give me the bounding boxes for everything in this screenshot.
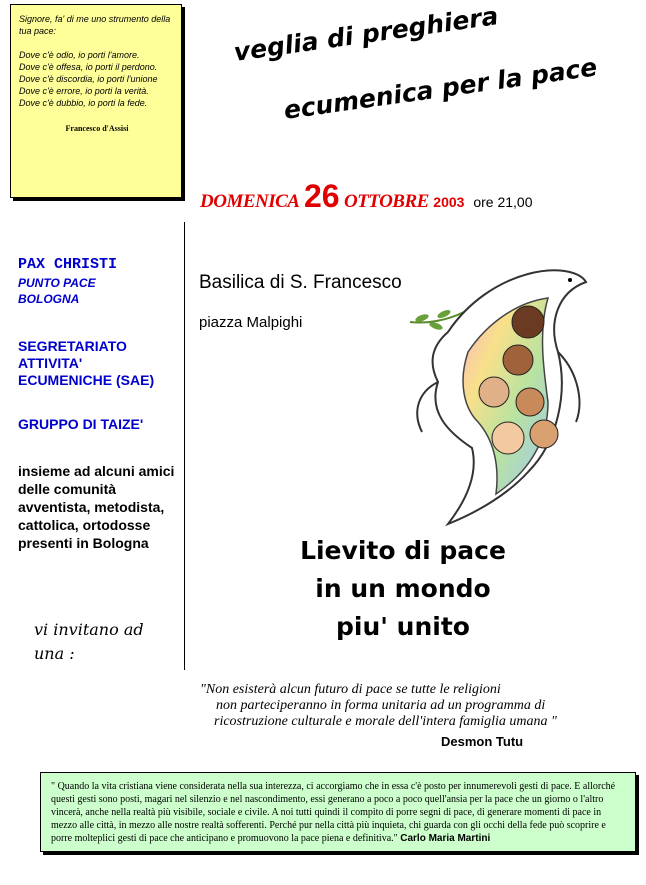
prayer-line: Dove c'è odio, io porti l'amore. (19, 50, 140, 60)
organizer-taize: GRUPPO DI TAIZE' (18, 416, 144, 432)
prayer-line: Dove c'è discordia, io porti l'unione (19, 74, 158, 84)
title-line-2: ecumenica per la pace (281, 52, 599, 125)
invite-text: vi invitano ad una : (34, 620, 144, 663)
quote-line-3: ricostruzione culturale e morale dell'intera famiglia umana " (214, 714, 557, 729)
column-divider (184, 222, 185, 670)
date-day: 26 (303, 178, 340, 214)
prayer-intro: Signore, fa' di me uno strumento della tua pace: (19, 14, 171, 36)
martini-quote-text: " Quando la vita cristiana viene considerata nella sua interezza, ci accorgiamo che in essa c'è posto per innumerevoli gesti di pace. E allorché questi gesti sono posti, magari nel silenzio e nel nascondimento, essi generano a poco a poco quell'ansia per la pace che un giorno o l'altro vincerà, anche nella realtà più visibile, sociale e civile. A noi tutti quindi il compito di porre segni di pace, di generare momenti di pace in mezzo alle città, in mezzo alle nostre realtà sofferenti. Perché pur nella città più inquieta, chi guarda con gli occhi della fede può scoprire e porre molteplici gesti di pace che anticipano e promuovono la pace piena e definitiva." (51, 781, 616, 844)
dove-illustration (408, 262, 588, 530)
tutu-quote (200, 682, 620, 730)
prayer-line: Dove c'è dubbio, io porti la fede. (19, 98, 148, 108)
slogan-line-2: in un mondo (315, 574, 491, 603)
prayer-box (10, 4, 182, 198)
quote-line-2: non parteciperanno in forma unitaria ad un programma di (216, 698, 546, 713)
event-time: ore 21,00 (473, 194, 533, 210)
organizer-pax-christi-sub: PUNTO PACE BOLOGNA (18, 276, 96, 306)
prayer-line: Dove c'è offesa, io porti il perdono. (19, 62, 158, 72)
prayer-author: Francesco d'Assisi (65, 124, 129, 133)
title-line-1: veglia di preghiera (231, 1, 501, 67)
venue-name: Basilica di S. Francesco (199, 272, 402, 293)
slogan (250, 532, 556, 646)
organizer-sae: SEGRETARIATO ATTIVITA' ECUMENICHE (SAE) (18, 338, 155, 388)
event-date (200, 178, 533, 215)
slogan-line-3: piu' unito (336, 612, 470, 641)
quote-line-1: "Non esisterà alcun futuro di pace se tutte le religioni (200, 682, 501, 697)
martini-author: Carlo Maria Martini (400, 833, 491, 844)
organizer-pax-christi: PAX CHRISTI (18, 256, 118, 273)
venue-square: piazza Malpighi (199, 314, 303, 331)
quote-author: Desmon Tutu (441, 734, 524, 749)
prayer-line: Dove c'è errore, io porti la verità. (19, 86, 149, 96)
organizer-together: insieme ad alcuni amici delle comunità avventista, metodista, cattolica, ortodosse presenti in Bologna (18, 463, 175, 551)
date-year: 2003 (433, 194, 465, 210)
date-month: OTTOBRE (343, 191, 429, 212)
date-weekday: DOMENICA (200, 191, 300, 212)
slogan-line-1: Lievito di pace (300, 536, 506, 565)
martini-quote-box (40, 772, 636, 852)
